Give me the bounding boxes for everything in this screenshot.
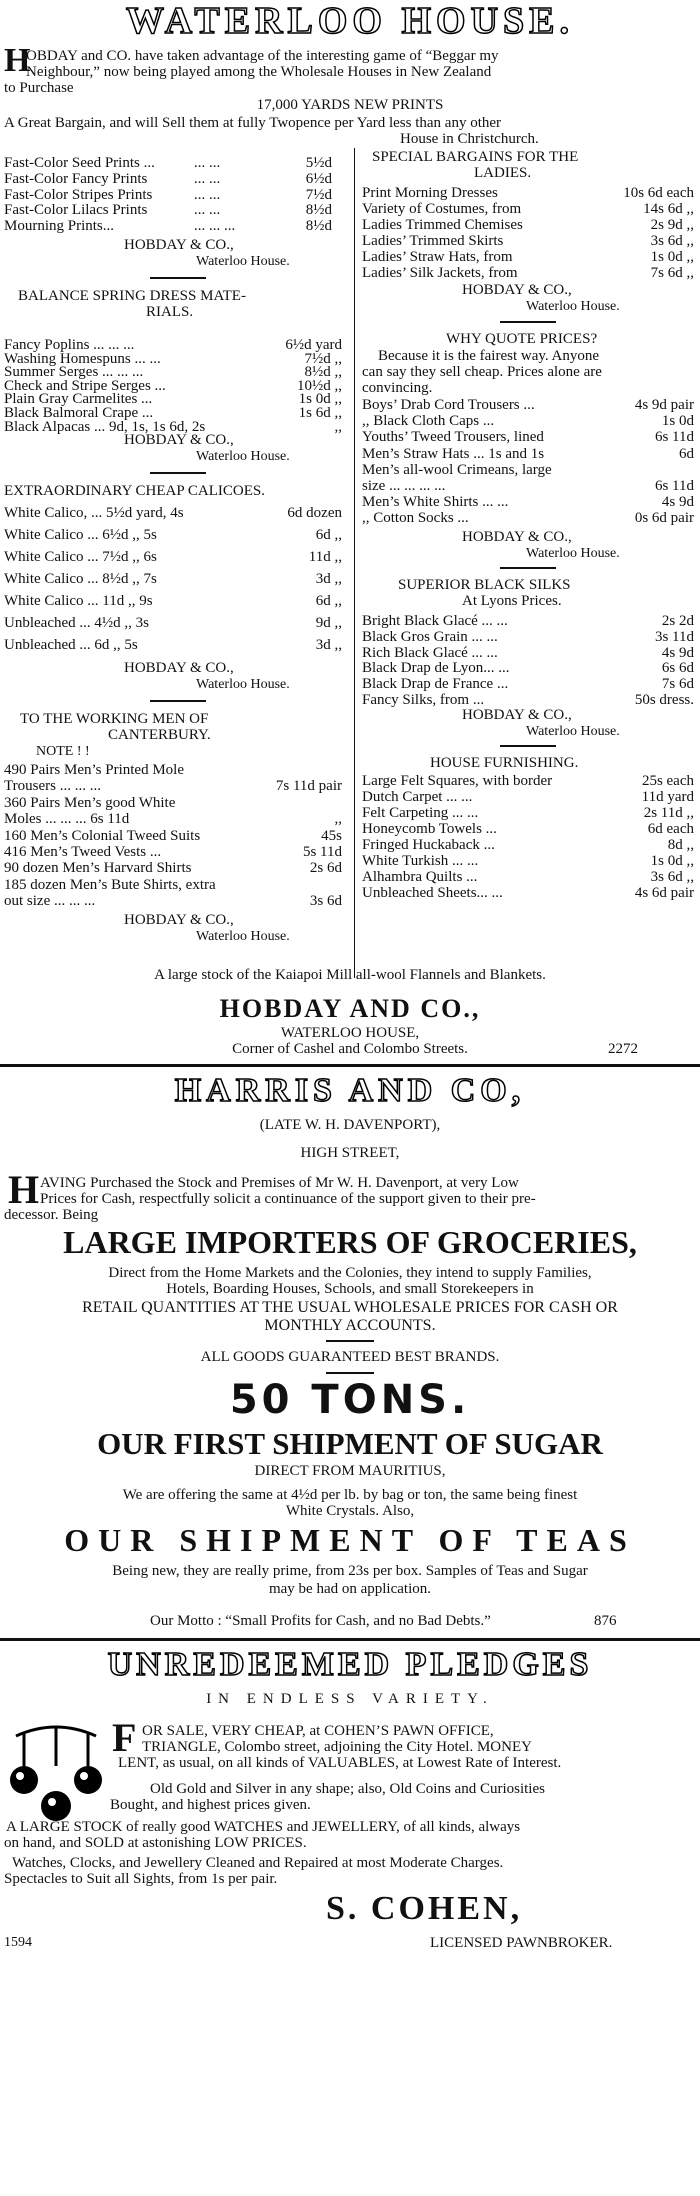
list-item [362, 414, 694, 430]
list-item [362, 202, 694, 218]
signature-place: Waterloo House. [196, 254, 290, 269]
item-name: Summer Serges ... ... ... [4, 364, 144, 381]
list-item [362, 186, 694, 202]
item-name: Boys’ Drab Cord Trousers ... [362, 397, 535, 413]
list-item [4, 365, 342, 379]
item-name: Men’s Straw Hats ... 1s and 1s [362, 445, 545, 462]
item-name: Honeycomb Towels ... [362, 821, 497, 837]
list-item [362, 854, 694, 870]
ad-number: 1594 [4, 1935, 32, 1950]
item-name: White Calico ... 6½d ,, 5s [4, 527, 157, 543]
list-item [4, 156, 332, 172]
item-name: Fringed Huckaback ... [362, 837, 495, 853]
item-price: 6d ,, [315, 527, 342, 543]
special-heading: LADIES. [474, 165, 532, 181]
item-name: Dutch Carpet ... ... [362, 789, 473, 805]
list-item [4, 894, 342, 910]
item-price: 8½d ,, [304, 364, 342, 381]
large-importers-heading: LARGE IMPORTERS OF GROCERIES, [63, 1224, 637, 1260]
item-leader: ... ... [194, 186, 221, 203]
item-name: Men’s all-wool Crimeans, large [362, 461, 552, 478]
direct-line: Hotels, Boarding Houses, Schools, and small Storekeepers in [166, 1281, 534, 1297]
ad-number: 876 [594, 1613, 617, 1629]
item-price: 8d ,, [667, 837, 694, 853]
item-price: 6s 11d [654, 429, 694, 446]
cohen-gold-line: Bought, and highest prices given. [110, 1797, 311, 1813]
item-name: White Turkish ... ... [362, 853, 479, 869]
list-item [362, 234, 694, 250]
item-name: Fast-Color Stripes Prints [4, 186, 153, 203]
list-item [4, 796, 342, 812]
list-item [362, 463, 694, 479]
item-name: Rich Black Glacé ... ... [362, 644, 498, 661]
why-line: convincing. [362, 380, 433, 396]
item-price: 4s 9d pair [634, 397, 694, 413]
cohen-stock-line: on hand, and SOLD at astonishing LOW PRICES. [4, 1835, 307, 1851]
list-item [362, 250, 694, 266]
item-price: 7½d ,, [304, 350, 342, 367]
list-item [4, 219, 332, 235]
short-rule [150, 472, 206, 474]
item-name: Large Felt Squares, with border [362, 773, 553, 789]
list-item [4, 845, 342, 861]
list-item [4, 763, 342, 779]
pledges-subtitle: IN ENDLESS VARIETY. [206, 1691, 494, 1707]
direct-line: Direct from the Home Markets and the Colonies, they intend to supply Families, [108, 1265, 592, 1281]
note-label: NOTE ! ! [36, 744, 90, 759]
signature-place: Waterloo House. [526, 724, 620, 739]
drop-cap: H [8, 1167, 40, 1212]
list-item [4, 528, 342, 550]
item-price: 1s 0d ,, [650, 853, 694, 869]
item-name: size ... ... ... ... [362, 478, 446, 494]
signature-name: HOBDAY & CO., [124, 912, 234, 928]
signature-name: HOBDAY & CO., [124, 237, 234, 253]
item-price: 6d ,, [315, 593, 342, 609]
intro-line: Neighbour,” now being played among the Wholesale Houses in New Zealand [26, 64, 492, 80]
short-rule [500, 321, 556, 323]
signature-name: HOBDAY & CO., [124, 432, 234, 448]
list-item [362, 495, 694, 511]
item-price: 45s [321, 827, 342, 844]
item-price: 5s 11d [302, 844, 342, 860]
signature-place: Waterloo House. [196, 929, 290, 944]
item-price: 2s 2d [661, 613, 694, 629]
item-name: ,, Cotton Socks ... [362, 510, 469, 527]
item-name: Fancy Silks, from ... [362, 692, 485, 708]
list-item [362, 886, 694, 902]
item-name: Trousers ... ... ... [4, 778, 101, 795]
signature-name: HOBDAY & CO., [462, 529, 572, 545]
mauritius-line: DIRECT FROM MAURITIUS, [254, 1463, 446, 1479]
list-item [362, 790, 694, 806]
list-item [362, 774, 694, 790]
list-item [4, 594, 342, 616]
item-price: 7s 6d [661, 676, 694, 693]
balance-heading: BALANCE SPRING DRESS MATE- [18, 288, 246, 304]
teas-line: may be had on application. [268, 1581, 432, 1597]
item-price: 11d yard [641, 789, 694, 805]
item-name: Check and Stripe Serges ... [4, 377, 166, 394]
cohen-stock-line: A LARGE STOCK of really good WATCHES and JEWELLERY, of all kinds, always [6, 1819, 521, 1835]
list-item [4, 779, 342, 795]
item-name: Print Morning Dresses [362, 185, 498, 201]
list-item [4, 203, 332, 219]
silks-sub: At Lyons Prices. [462, 593, 562, 609]
prints-heading: 17,000 YARDS NEW PRINTS [256, 97, 444, 113]
sugar-heading: OUR FIRST SHIPMENT OF SUGAR [97, 1426, 603, 1461]
list-item [4, 338, 342, 352]
item-name: Alhambra Quilts ... [362, 869, 478, 885]
item-price: 3s 6d ,, [650, 233, 694, 249]
special-heading: SPECIAL BARGAINS FOR THE [372, 149, 579, 165]
cohen-gold-line: Old Gold and Silver in any shape; also, Old Coins and Curiosities [150, 1781, 545, 1797]
item-price: 3s 6d [309, 893, 342, 910]
list-item [4, 506, 342, 528]
list-item [4, 392, 342, 406]
intro-line: OBDAY and CO. have taken advantage of the interesting game of “Beggar my [26, 48, 499, 64]
item-price: 6½d [305, 170, 332, 187]
item-price: 2s 9d ,, [650, 217, 694, 233]
fifty-tons-heading: 50 TONS. [229, 1377, 471, 1423]
list-item [362, 806, 694, 822]
item-price: 6d each [647, 821, 694, 837]
list-item [4, 172, 332, 188]
item-name: Ladies Trimmed Chemises [362, 217, 523, 233]
list-item [362, 661, 694, 677]
item-price: 6½d yard [285, 337, 342, 353]
item-price: ,, [334, 418, 342, 435]
item-name: Fancy Poplins ... ... ... [4, 337, 135, 353]
item-price: 1s 0d [661, 413, 694, 430]
list-item [362, 511, 694, 527]
teas-line: Being new, they are really prime, from 23s per box. Samples of Teas and Sugar [112, 1563, 588, 1579]
item-name: Ladies’ Silk Jackets, from [362, 265, 518, 281]
item-leader: ... ... ... [194, 218, 236, 235]
item-name: Mourning Prints... [4, 218, 115, 235]
list-item [362, 266, 694, 282]
working-heading: CANTERBURY. [108, 727, 211, 743]
pawnbroker-balls-icon [6, 1722, 106, 1826]
list-item [4, 352, 342, 366]
list-item [4, 572, 342, 594]
hobday-footer-house: WATERLOO HOUSE, [280, 1025, 420, 1041]
signature-place: Waterloo House. [196, 677, 290, 692]
cohen-name: S. COHEN, [326, 1890, 523, 1927]
item-name: 160 Men’s Colonial Tweed Suits [4, 827, 201, 844]
list-item [362, 822, 694, 838]
short-rule [326, 1372, 374, 1374]
item-name: White Calico ... 11d ,, 9s [4, 593, 153, 609]
item-price: 5½d [305, 155, 332, 171]
item-price: 3d ,, [315, 637, 342, 653]
list-item [362, 614, 694, 630]
motto-line: Our Motto : “Small Profits for Cash, and no Bad Debts.” [150, 1613, 491, 1629]
item-price: 2s 6d [309, 860, 342, 877]
item-name: Washing Homespuns ... ... [4, 350, 161, 367]
item-leader: ... ... [194, 202, 221, 219]
item-name: out size ... ... ... [4, 893, 96, 910]
section-rule [0, 1638, 700, 1641]
section-rule [0, 1064, 700, 1067]
list-item [362, 838, 694, 854]
signature-place: Waterloo House. [526, 299, 620, 314]
item-leader: ... ... [194, 155, 221, 171]
silks-heading: SUPERIOR BLACK SILKS [398, 577, 571, 593]
cohen-paragraph: TRIANGLE, Colombo street, adjoining the City Hotel. MONEY [142, 1739, 532, 1755]
list-item [362, 646, 694, 662]
item-name: Unbleached ... 4½d ,, 3s [4, 615, 149, 631]
list-item [362, 870, 694, 886]
bargain-line: A Great Bargain, and will Sell them at fully Twopence per Yard less than any other [4, 115, 502, 131]
item-name: Felt Carpeting ... ... [362, 805, 479, 821]
offer-line: We are offering the same at 4½d per lb. by bag or ton, the same being finest [122, 1487, 578, 1503]
item-name: 90 dozen Men’s Harvard Shirts [4, 860, 192, 877]
hobday-footer-address: Corner of Cashel and Colombo Streets. [232, 1041, 468, 1057]
item-price: 0s 6d pair [634, 510, 694, 527]
short-rule [150, 700, 206, 702]
cohen-watches-line: Watches, Clocks, and Jewellery Cleaned and Repaired at most Moderate Charges. [12, 1855, 504, 1871]
list-item [362, 398, 694, 414]
kaiapoi-line: A large stock of the Kaiapoi Mill all-wool Flannels and Blankets. [154, 967, 546, 983]
list-item [362, 218, 694, 234]
licensed-pawnbroker: LICENSED PAWNBROKER. [430, 1935, 613, 1951]
teas-heading: OUR SHIPMENT OF TEAS [64, 1522, 636, 1558]
list-item [362, 677, 694, 693]
cohen-spectacles-line: Spectacles to Suit all Sights, from 1s per pair. [4, 1871, 278, 1887]
item-name: Variety of Costumes, from [362, 201, 522, 217]
item-price: 8½d [305, 218, 332, 235]
list-item [4, 406, 342, 420]
item-price: 10½d ,, [297, 377, 342, 394]
offer-line: White Crystals. Also, [285, 1503, 415, 1519]
item-price: 7½d [305, 186, 332, 203]
item-name: Fast-Color Lilacs Prints [4, 202, 148, 219]
item-name: White Calico, ... 5½d yard, 4s [4, 505, 184, 521]
item-price: 4s 9d [661, 494, 694, 511]
item-price: 4s 6d pair [634, 885, 694, 901]
item-price: ,, [334, 811, 342, 828]
pledges-title: UNREDEEMED PLEDGES [107, 1646, 593, 1683]
retail-line: MONTHLY ACCOUNTS. [264, 1317, 436, 1334]
cohen-paragraph: LENT, as usual, on all kinds of VALUABLES, at Lowest Rate of Interest. [118, 1755, 562, 1771]
short-rule [500, 745, 556, 747]
why-line: Because it is the fairest way. Anyone [378, 348, 600, 364]
hobday-footer-name: HOBDAY AND CO., [219, 994, 481, 1023]
harris-late: (LATE W. H. DAVENPORT), [259, 1117, 441, 1133]
item-price: 4s 9d [661, 644, 694, 661]
short-rule [326, 1340, 374, 1342]
item-price: 6d dozen [287, 505, 342, 521]
why-heading: WHY QUOTE PRICES? [446, 331, 598, 347]
item-price: 3s 11d [654, 628, 694, 645]
item-name: Ladies’ Straw Hats, from [362, 249, 513, 265]
item-price: 11d ,, [308, 549, 342, 565]
waterloo-title: WATERLOO HOUSE. [125, 0, 575, 42]
harris-street: HIGH STREET, [300, 1145, 400, 1161]
list-item [4, 188, 332, 204]
item-price: 3d ,, [315, 571, 342, 587]
column-divider [354, 148, 355, 978]
list-item [362, 479, 694, 495]
item-price: 1s 6d ,, [298, 405, 342, 421]
item-price: 50s dress. [634, 692, 694, 708]
item-price: 14s 6d ,, [643, 201, 694, 217]
harris-paragraph: decessor. Being [4, 1207, 99, 1223]
signature-name: HOBDAY & CO., [462, 707, 572, 723]
item-name: Moles ... ... ... 6s 11d [4, 811, 130, 828]
list-item [4, 616, 342, 638]
item-price: 10s 6d each [623, 185, 694, 201]
list-item [362, 430, 694, 446]
signature-place: Waterloo House. [196, 449, 290, 464]
item-price: 6s 6d [661, 660, 694, 677]
item-name: 416 Men’s Tweed Vests ... [4, 844, 162, 860]
list-item [362, 630, 694, 646]
item-leader: ... ... [194, 170, 221, 187]
list-item [4, 878, 342, 894]
list-item [4, 550, 342, 572]
item-price: 2s 11d ,, [643, 805, 694, 821]
item-name: Black Balmoral Crape ... [4, 405, 154, 421]
bargain-line: House in Christchurch. [400, 131, 539, 147]
item-name: Ladies’ Trimmed Skirts [362, 233, 504, 249]
item-name: Black Drap de France ... [362, 676, 509, 693]
harris-paragraph: AVING Purchased the Stock and Premises of Mr W. H. Davenport, at very Low [40, 1175, 519, 1191]
item-price: 7s 6d ,, [650, 265, 694, 281]
list-item [4, 379, 342, 393]
item-name: ,, Black Cloth Caps ... [362, 413, 495, 430]
harris-paragraph: Prices for Cash, respectfully solicit a continuance of the support given to their pre- [40, 1191, 536, 1207]
item-price: 25s each [641, 773, 694, 789]
guaranteed-line: ALL GOODS GUARANTEED BEST BRANDS. [200, 1349, 500, 1365]
item-price: 1s 0d ,, [650, 249, 694, 265]
signature-name: HOBDAY & CO., [462, 282, 572, 298]
item-price: 7s 11d pair [275, 778, 342, 795]
item-name: Men’s White Shirts ... ... [362, 494, 509, 511]
item-price: 9d ,, [315, 615, 342, 631]
drop-cap: F [112, 1715, 137, 1760]
short-rule [150, 277, 206, 279]
item-name: 360 Pairs Men’s good White [4, 794, 176, 811]
item-price: 1s 0d ,, [298, 391, 342, 408]
working-heading: TO THE WORKING MEN OF [20, 711, 209, 727]
calico-heading: EXTRAORDINARY CHEAP CALICOES. [4, 483, 265, 499]
item-name: Unbleached Sheets... ... [362, 885, 503, 901]
retail-line: RETAIL QUANTITIES AT THE USUAL WHOLESALE PRICES FOR CASH OR [82, 1299, 618, 1316]
item-name: 185 dozen Men’s Bute Shirts, extra [4, 876, 216, 893]
item-name: White Calico ... 8½d ,, 7s [4, 571, 157, 587]
list-item [4, 829, 342, 845]
list-item [4, 861, 342, 877]
signature-place: Waterloo House. [526, 546, 620, 561]
harris-title: HARRIS AND CO, [174, 1072, 526, 1109]
list-item [362, 447, 694, 463]
item-name: Fast-Color Seed Prints ... [4, 155, 155, 171]
item-name: Fast-Color Fancy Prints [4, 170, 148, 187]
item-name: Unbleached ... 6d ,, 5s [4, 637, 138, 653]
item-name: Black Drap de Lyon... ... [362, 660, 510, 677]
signature-name: HOBDAY & CO., [124, 660, 234, 676]
item-name: Bright Black Glacé ... ... [362, 613, 508, 629]
item-price: 6s 11d [654, 478, 694, 494]
list-item [4, 812, 342, 828]
item-name: Black Gros Grain ... ... [362, 628, 498, 645]
item-name: Black Alpacas ... 9d, 1s, 1s 6d, 2s [4, 418, 206, 435]
item-name: 490 Pairs Men’s Printed Mole [4, 762, 184, 778]
why-line: can say they sell cheap. Prices alone are [362, 364, 602, 380]
item-name: Youths’ Tweed Trousers, lined [362, 429, 544, 446]
intro-line: to Purchase [4, 80, 74, 96]
drop-cap: H [4, 42, 31, 79]
item-name: Plain Gray Carmelites ... [4, 391, 153, 408]
list-item [4, 638, 342, 660]
item-price: 3s 6d ,, [650, 869, 694, 885]
item-name: White Calico ... 7½d ,, 6s [4, 549, 157, 565]
cohen-paragraph: OR SALE, VERY CHEAP, at COHEN’S PAWN OFFICE, [142, 1723, 494, 1739]
ad-number: 2272 [608, 1041, 638, 1057]
short-rule [500, 567, 556, 569]
balance-heading: RIALS. [146, 304, 194, 320]
item-price: 6d [679, 445, 694, 462]
item-price: 8½d [305, 202, 332, 219]
furnishing-heading: HOUSE FURNISHING. [430, 755, 579, 771]
